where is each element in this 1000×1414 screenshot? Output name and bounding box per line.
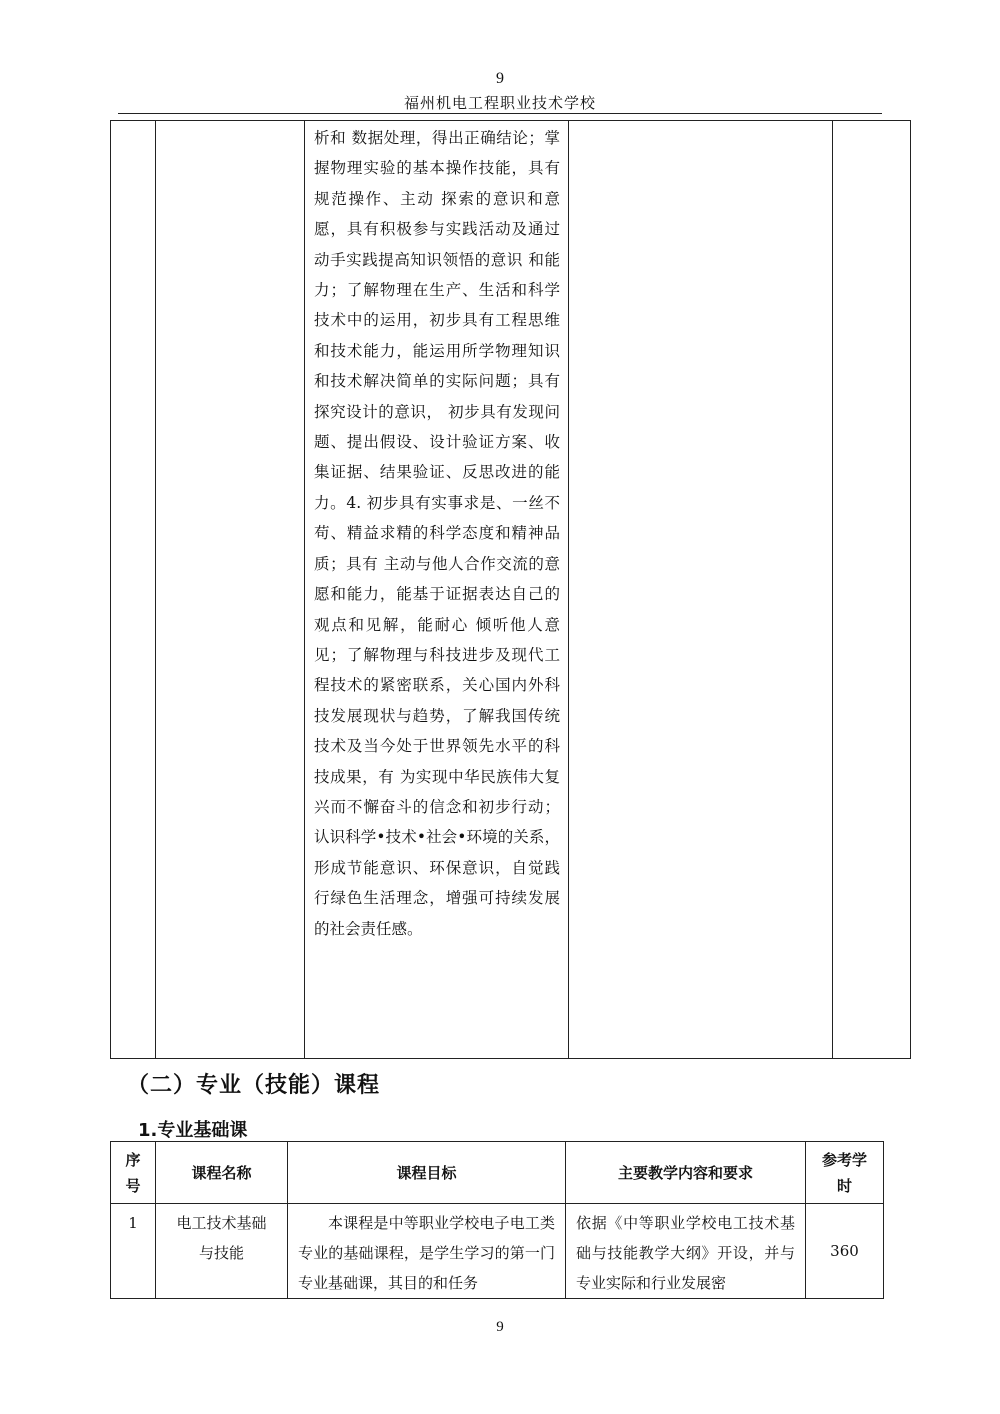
row-hours-text: 360 — [830, 1242, 859, 1260]
subsection-title: 1.专业基础课 — [138, 1120, 248, 1141]
row-course-name-text: 电工技术基础与技能 — [176, 1214, 267, 1262]
row-teaching-content — [566, 1204, 806, 1299]
table-row — [111, 1204, 884, 1299]
footer-page-number: 9 — [496, 1319, 504, 1335]
header-teaching-content: 主要教学内容和要求 — [566, 1142, 806, 1204]
row-index-text: 1 — [128, 1214, 138, 1232]
row-index — [111, 1204, 156, 1299]
row-course-goal — [288, 1204, 566, 1299]
row-course-goal-text: 本课程是中等职业学校电子电工类专业的基础课程，是学生学习的第一门专业基础课，其目的和任务 — [298, 1214, 555, 1292]
header-index-line1: 序 — [125, 1150, 141, 1169]
header-hours-line1: 参考学 — [821, 1150, 867, 1169]
teaching-content-cell — [569, 121, 833, 1059]
professional-basic-course-table — [110, 1141, 884, 1299]
index-cell — [111, 121, 156, 1059]
table-row — [111, 121, 911, 1059]
header-hours-line2: 时 — [836, 1176, 852, 1195]
section-title: （二）专业（技能）课程 — [127, 1073, 381, 1098]
course-name-cell — [156, 121, 305, 1059]
hours-cell — [833, 121, 911, 1059]
table-header-row — [111, 1142, 884, 1204]
course-goal-text: 析和 数据处理，得出正确结论；掌握物理实验的基本操作技能，具有规范操作、主动 探索的意识和意愿，具有积极参与实践活动及通过动手实践提高知识领悟的意识 和能力；了解物理在生产、生活和科学技术中的运用，初步具有工程思维和技术能力，能运用所学物理知识和技术解决简单的实际问题；具有探究设计的意识， 初步具有发现问题、提出假设、设计验证方案、收集证据、结果验证、反思改进的能力。4. 初步具有实事求是、一丝不苟、精益求精的科学态度和精神品质；具有 主动与他人合作交流的意愿和能力，能基于证据表达自己的观点和见解，能耐心 倾听他人意见；了解物理与科技进步及现代工程技术的紧密联系，关心国内外科 技发展现状与趋势，了解我国传统技术及当今处于世界领先水平的科技成果，有 为实现中华民族伟大复兴而不懈奋斗的信念和初步行动；认识科学•技术•社会•环境的关系，形成节能意识、环保意识，自觉践行绿色生活理念，增强可持续发展的社会责任感。 — [314, 129, 560, 938]
header-divider — [118, 113, 882, 114]
row-hours — [806, 1204, 884, 1299]
row-teaching-content-text: 依据《中等职业学校电工技术基础与技能教学大纲》开设，并与专业实际和行业发展密 — [576, 1214, 795, 1292]
header-course-name: 课程名称 — [156, 1142, 288, 1204]
header-index-line2: 号 — [125, 1176, 141, 1195]
row-course-name — [156, 1204, 288, 1299]
header-course-goal: 课程目标 — [288, 1142, 566, 1204]
header-school-name: 福州机电工程职业技术学校 — [403, 94, 596, 112]
header-page-number: 9 — [496, 70, 504, 87]
header-index — [111, 1142, 156, 1204]
course-goal-cell — [305, 121, 569, 1059]
header-hours — [806, 1142, 884, 1204]
continued-course-table — [110, 120, 911, 1059]
